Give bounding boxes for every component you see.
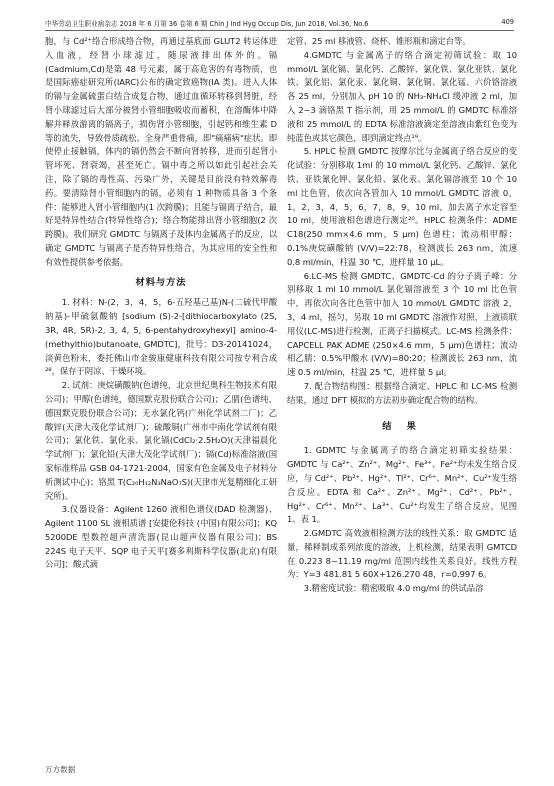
running-header — [45, 17, 514, 31]
page-number: 409 — [501, 18, 514, 26]
paragraph: 6.LC-MS 检测 GMDTC、GMDTC-Cd 的分子离子峰：分别移取 1 ml 10 mmol/L 氯化镉溶液至 3 个 10 ml 比色管中，再依次向各比色管中加入 10 mmol/L GMDTC 溶液 2，3，4 ml，摇匀，另取 10 ml GMDTC 溶液作对照，上液质联用仪(LC-MS)进行检测，正离子扫描模式。LC-MS 检测条件：CAPCELL PAK ADME (250×4.6 mm，5 μm)色谱柱；流动相乙腈：0.5%甲酸水 (V/V)=80:20；检测波长 263 nm，流速 0.5 ml/min，柱温 25 ℃，进样量 5 μl。 — [287, 270, 517, 378]
section-heading-results: 结 果 — [382, 420, 422, 432]
left-column — [45, 35, 277, 751]
paragraph: 2. 试剂：庚烷磺酸钠(色谱纯，北京世纪奥科生物技术有限公司)；甲醇(色谱纯，德国默克股份联合公司)；乙腈(色谱纯，德国默克股份联合公司)；无水氯化钙(广州化学试剂二厂)；乙酸锌(天津大茂化学试剂厂)；硫酸铜(广州市中南化学试剂有限公司)；氯化铁、氯化汞、氯化镉(CdCl₂·2.5H₂O)(天津福晨化学试剂厂)；氯化铅(天津大茂化学试剂厂)；镉(Cd)标准溶液(国家标准样品 GSB 04-1721-2004，国家有色金属及电子材料分析测试中心)；铬黑 T(C₂₀H₁₂N₃NaO₇S)(天津市光复精细化工研究所)。 — [45, 380, 277, 501]
paragraph: 1. 材料：N-(2，3，4，5，6-五羟基己基)N-(二硫代甲酸钠基)-甲硫氨酸钠 [sodium (S)-2-[dithiocarboxylato (2S, 3R, 4R, 5R)-2, 3, 4, 5, 6-pentahydroxyhexyl] amino-4-(methylthio)butanoate, GMDTC]，批号：D3-20141024，淡黄色粉末，委托佛山市金骏康健康科技有限公司按专利合成²⁸，保存于阴凉、干燥环境。 — [45, 297, 277, 377]
paragraph: 7. 配合物结构图：根据络合滴定、HPLC 和 LC-MS 检测结果，通过 DFT 模拟的方法初步确定配合物的结构。 — [287, 380, 517, 405]
paragraph: 1. GDMTC 与金属离子的络合滴定初筛实验结果：GMDTC 与 Ca²⁺、Zn²⁺、Mg²⁺、Fe³⁺、Fe²⁺均未发生络合反应，与 Cd²⁺、Pb²⁺、Hg²⁺、Tl²⁺、Cr⁶⁺、Mn²⁺、Cu²⁺发生络合反应。EDTA 和 Ca²⁺、Zn²⁺、Mg²⁺、Cd²⁺、Pb²⁺、Hg²⁺、Cr⁶⁺、Mn²⁺、La³⁺、Cu²⁺均发生了络合反应，见图 1、表 1。 — [287, 445, 517, 525]
paragraph: 3.仪器设备：Agilent 1260 液相色谱仪(DAD 检测器)、Agilent 1100 SL 液相质谱 [安捷伦科技 (中国)有限公司]；KQ 5200DE 型数控超声清洗器(昆山超声仪器有限公司)；BS 224S 电子天平、SQP 电子天平[赛多利斯科学仪器(北京)有限公司]；酸式滴 — [45, 504, 277, 570]
paragraph: 5. HPLC 检测 GMDTC 按摩尔比与金属离子络合反应的变化试验：分别移取 1ml 的 10 mmol/L 氯化钙、乙酸锌、氯化铁、亚铁氰化钾、氯化铅、氯化汞、氯化镉溶液至 10 个 10 ml 比色管，依次向各管加入 10 mmol/L GMDTC 溶液 0，1，2，3，4，5，6，7，8，9，10 ml，加去离子水定容至 10 ml，使用液相色谱进行测定²⁰。HPLC 检测条件：ADME C18(250 mm×4.6 mm，5 μm) 色谱柱；流动相甲醇：0.1%庚烷磺酸钠 (V/V)=22:78，检测波长 263 nm，流速 0.8 ml/min，柱温 30 ℃，进样量 10 μL。 — [287, 146, 517, 267]
paragraph: 定管、25 ml 移液管、烧杯、锥形瓶和滴定台等。 — [287, 36, 471, 46]
paragraph: 3.精密度试验：精密吸取 4.0 mg/ml 的供试品溶 — [303, 583, 484, 594]
section-heading-materials: 材料与方法 — [135, 276, 187, 288]
journal-citation: 中华劳动卫生职业病杂志 2018 年 6 月第 36 卷第 6 期 Chin J Ind Hyg Occup Dis, Jun 2018, Vol.36, No.6 — [45, 20, 369, 28]
footer-watermark: 万方数据 — [45, 765, 76, 774]
right-column — [287, 35, 517, 751]
paragraph: 4.GMDTC 与金属离子的络合滴定初筛试验：取 10 mmol/L 氯化镉、氯化钙、乙酸锌、氯化铁、氯化亚铁、氯化铁、氯化铝、氯化汞、氯化铜、氯化铜、氯化锰、六价铬溶液各 25 ml，分别加入 pH 10 的 NH₃-NH₄Cl 缓冲液 2 ml，加入 2~3 滴铬黑 T 指示剂，用 25 mmol/L 的 GMDTC 标准溶液和 25 mmol/L 的 EDTA 标准溶液滴定至溶液由紫红色变为纯蓝色或其它颜色，即到滴定终点¹⁹。 — [287, 49, 517, 143]
paragraph: 胞，与 Cd²⁺络合形成络合物，再通过基底面 GLUT2 转运体进入血液，经肾小球滤过，随尿液排出体外的。镉(Cadmium,Cd)是第 48 号元素，属于高危害的有毒物质，也是国际癌症研究所(IARC)公布的确定致癌物(IA 类)。进入人体的镉与金属硫蛋白结合成复合物，通过血循环转移到肾脏，经肾小球滤过后大部分被肾小管细胞吸收而蓄积，在溶酶体中降解并释放游离的镉离子，损伤肾小管细胞，引起钙和维生素 D 等的流失，导致骨质疏松、全身严重骨痛，即"痛痛病"症状。即使停止接触镉，体内的镉仍然会不断向肾转移，进而引起肾小管坏死、肾衰竭，甚至死亡。镉中毒之所以如此引起社会关注，除了镉的毒性高、污染广外，关键是目前没有特效解毒药。要清除肾小管细胞内的镉，必须有 1 种物质具备 3 个条件：能够进入肾小管细胞内(1 次跨膜)；且能与镉离子结合，最好是特异性结合(特异性络合)；络合物能排出肾小管细胞(2 次跨膜)。我们研究 GMDTC 与镉离子及体内金属离子的反应，以确定 GMDTC 与镉离子是否特异性络合，为其应用的安全性和有效性提供参考依据。 — [45, 36, 277, 267]
paragraph: 2.GMDTC 高效液相检测方法的线性关系：取 GMDTC 适量，稀释制成系列浓度的溶液，上机检测，结果表明 GMTCD 在 0.223 8~11.19 mg/ml 范围内线性关系良好，线性方程为：Y=3 481.81 5 60X+126.270 48，r=0.997 6。 — [287, 528, 517, 580]
